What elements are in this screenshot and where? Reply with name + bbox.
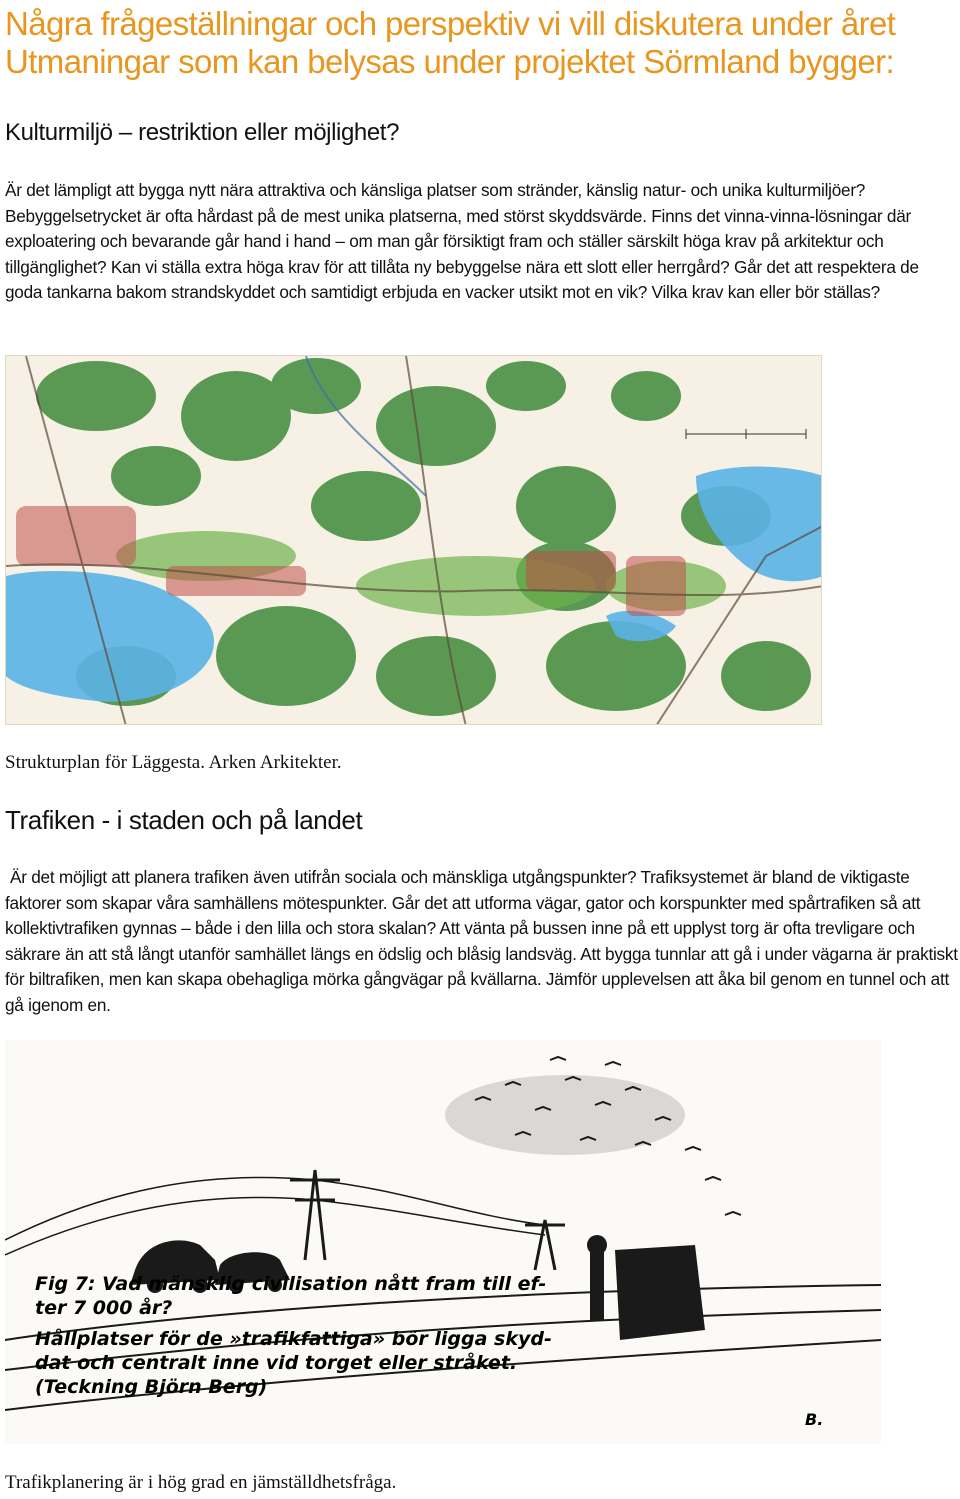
- sketch-caption-line: dat och centralt inne vid torget eller stråket.: [35, 1352, 518, 1374]
- structure-plan-map-image: [5, 355, 822, 725]
- sketch-caption-line: Hållplatser för de »trafikfattiga» bör ligga skyd-: [35, 1328, 552, 1350]
- page-title-line-1: Några frågeställningar och perspektiv vi vill diskutera under året: [5, 5, 896, 42]
- sketch-caption-line: ter 7 000 år?: [35, 1297, 173, 1319]
- sketch-caption-line: Fig 7: Vad mänsklig civilisation nått fram till ef-: [35, 1273, 547, 1295]
- sketch-image-caption: Trafikplanering är i hög grad en jämställdhetsfråga.: [5, 1472, 397, 1493]
- section-heading-kulturmiljo: Kulturmiljö – restriktion eller möjlighet?: [5, 119, 400, 146]
- section-paragraph-kulturmiljo: Är det lämpligt att bygga nytt nära attraktiva och känsliga platser som stränder, känslig natur- och unika kulturmiljöer? Bebyggelsetrycket är ofta hårdast på de mest unika platserna, med störst skyddsvärde. Finns det vinna-vinna-lösningar där exploatering och bevarande går hand i hand – om man går försiktigt fram och ställer särskilt höga krav på arkitektur och tillgänglighet? Kan vi ställa extra höga krav för att tillåta ny bebyggelse nära ett slott eller herrgård? Går det att respektera de goda tankarna bakom strandskyddet och samtidigt erbjuda en vacker utsikt mot en vik? Vilka krav kan eller bör ställas?: [5, 180, 919, 303]
- sketch-caption-line: (Teckning Björn Berg): [35, 1376, 268, 1398]
- section-heading-trafiken: Trafiken - i staden och på landet: [5, 805, 363, 835]
- page-title-line-2: Utmaningar som kan belysas under projektet Sörmland bygger:: [5, 43, 895, 80]
- map-caption: Strukturplan för Läggesta. Arken Arkitekter.: [5, 752, 342, 773]
- sketch-signature: B.: [805, 1410, 824, 1429]
- traffic-sketch-image: [5, 1040, 881, 1444]
- section-paragraph-trafiken: Är det möjligt att planera trafiken även utifrån sociala och mänskliga utgångspunkter? Trafiksystemet är bland de viktigaste faktorer som skapar våra samhällens mötespunkter. Går det att utforma vägar, gator och korspunkter med spårtrafiken så att kollektivtrafiken gynnas – både i den lilla och stora skalan? Att vänta på bussen inne på ett upplyst torg är ofta trevligare och säkrare än att stå långt utanför samhället längs en ödslig och blåsig landsväg. Att bygga tunnlar att gå i under vägarna är praktiskt för biltrafiken, men kan skapa obehagliga mörka gångvägar på kvällarna. Jämför upplevelsen att åka bil genom en tunnel och att gå igenom en.: [5, 867, 958, 1015]
- map-drawing: [6, 356, 822, 725]
- sketch-drawing: [5, 1040, 881, 1444]
